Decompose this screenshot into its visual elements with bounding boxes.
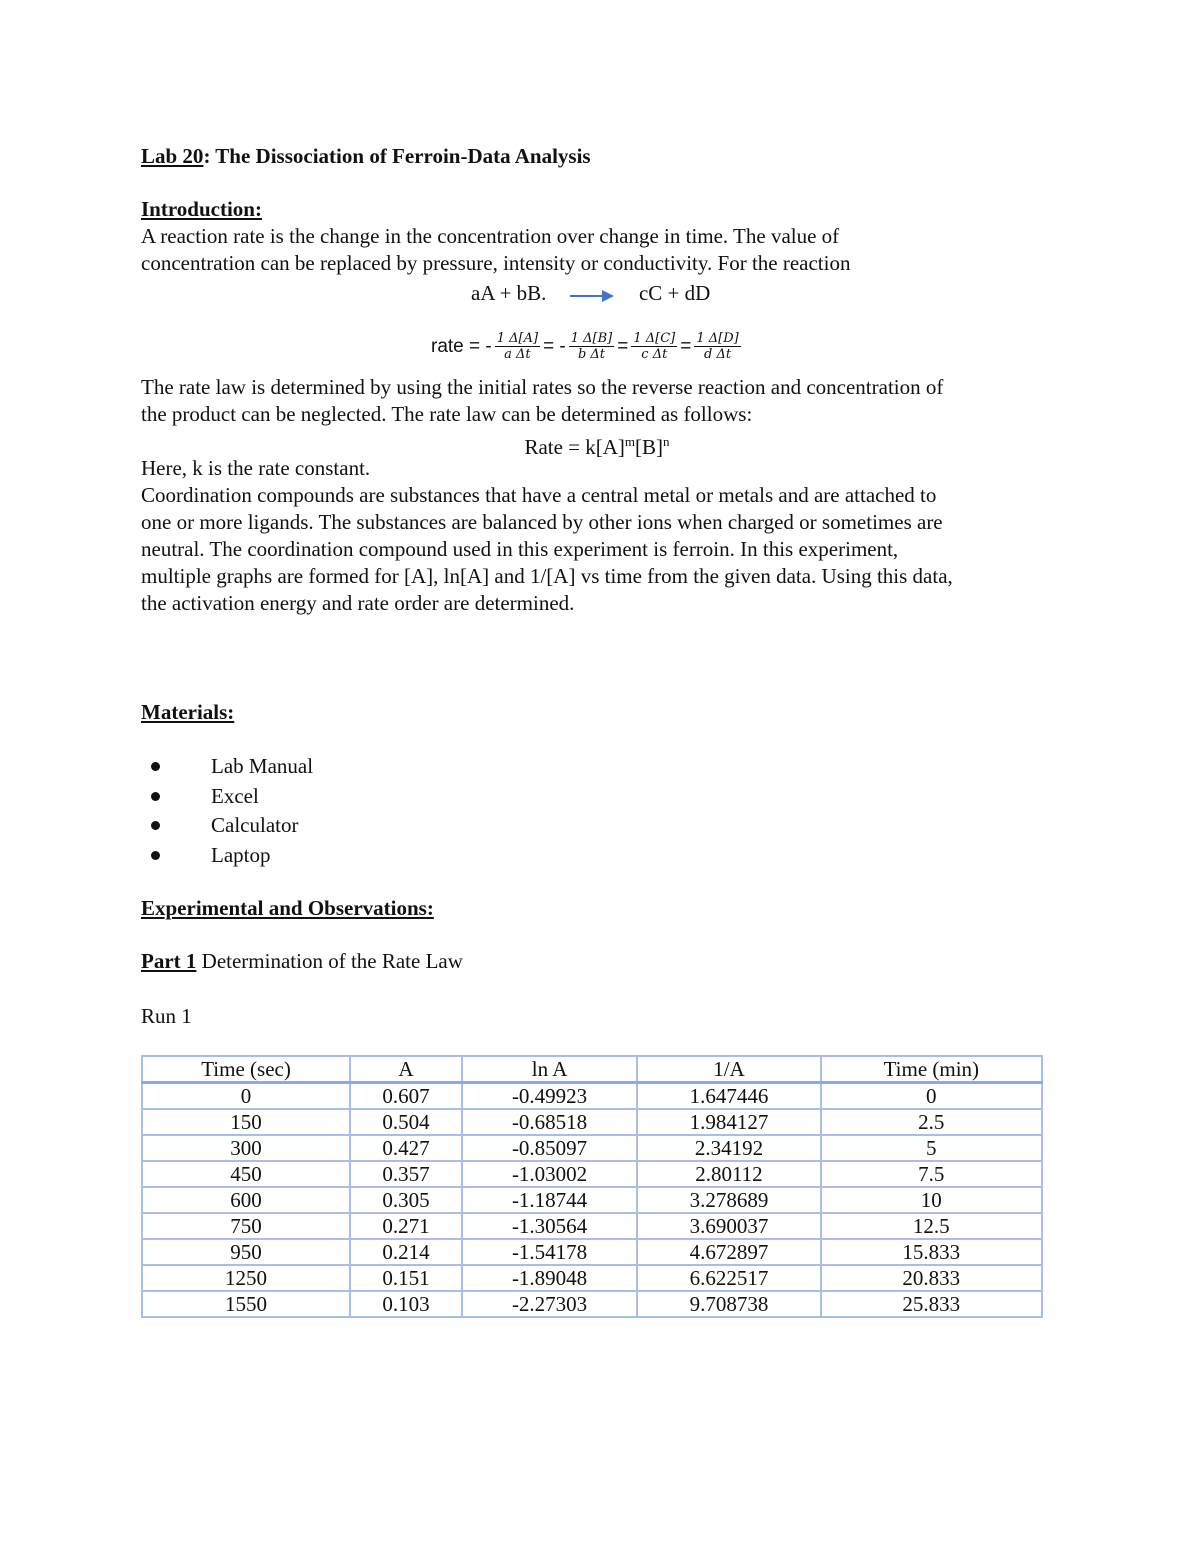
table-row <box>142 1265 1042 1291</box>
table-cell: -0.68518 <box>462 1109 637 1135</box>
table-cell: 4.672897 <box>637 1239 820 1265</box>
part-1-line <box>141 948 1061 975</box>
table-cell: 0 <box>821 1083 1042 1110</box>
experimental-heading: Experimental and Observations: <box>141 896 434 920</box>
fraction-c: $\frac{1 \Delta[C]}{\text{c Δt}}$ <box>633 331 676 362</box>
table-row <box>142 1187 1042 1213</box>
table-row <box>142 1135 1042 1161</box>
table-cell: 1250 <box>142 1265 350 1291</box>
materials-list <box>141 753 313 871</box>
table-cell: 950 <box>142 1239 350 1265</box>
rate-equation: rate = - $\frac{1 \Delta[A]}{\text{a Δt}}$ = - $\frac{1 \Delta[B]}{\text{b Δt}}$ = $\frac{1 \Delta[C]}{\text{c Δt}}$ = $\frac{1 \Delta[D]}{\text{d Δt}}$ <box>431 331 739 362</box>
lab-number: Lab 20 <box>141 144 204 168</box>
table-cell: 20.833 <box>821 1265 1042 1291</box>
table-row <box>142 1291 1042 1317</box>
intro-line-2: concentration can be replaced by pressure, intensity or conductivity. For the reaction <box>141 251 851 275</box>
table-header-row <box>142 1056 1042 1083</box>
table-cell: 6.622517 <box>637 1265 820 1291</box>
fraction-d: $\frac{1 \Delta[D]}{\text{d Δt}}$ <box>696 331 739 362</box>
part-title: Determination of the Rate Law <box>196 949 463 973</box>
intro-line-8: neutral. The coordination compound used in this experiment is ferroin. In this experiment, <box>141 537 899 561</box>
intro-line-7: one or more ligands. The substances are balanced by other ions when charged or sometimes are <box>141 510 943 534</box>
right-arrow-icon <box>570 282 614 309</box>
fraction-a: $\frac{1 \Delta[A]}{\text{a Δt}}$ <box>496 331 539 362</box>
intro-line-1: A reaction rate is the change in the concentration over change in time. The value of <box>141 224 840 248</box>
table-cell: 5 <box>821 1135 1042 1161</box>
intro-line-3: The rate law is determined by using the initial rates so the reverse reaction and concentration of <box>141 375 944 399</box>
table-cell: 12.5 <box>821 1213 1042 1239</box>
table-cell: 1550 <box>142 1291 350 1317</box>
page-title <box>141 143 591 170</box>
table-cell: 3.690037 <box>637 1213 820 1239</box>
table-cell: -1.03002 <box>462 1161 637 1187</box>
header-a: A <box>350 1056 462 1083</box>
table-cell: 0.504 <box>350 1109 462 1135</box>
materials-heading: Materials: <box>141 700 235 724</box>
table-row <box>142 1161 1042 1187</box>
table-cell: -2.27303 <box>462 1291 637 1317</box>
table-cell: 15.833 <box>821 1239 1042 1265</box>
table-cell: -0.85097 <box>462 1135 637 1161</box>
introduction-heading: Introduction: <box>141 197 262 221</box>
table-cell: 7.5 <box>821 1161 1042 1187</box>
header-inverse-a: 1/A <box>637 1056 820 1083</box>
table-cell: 0.427 <box>350 1135 462 1161</box>
table-cell: 0.103 <box>350 1291 462 1317</box>
list-item: Excel <box>141 783 313 813</box>
table-cell: 10 <box>821 1187 1042 1213</box>
table-cell: 600 <box>142 1187 350 1213</box>
header-ln-a: ln A <box>462 1056 637 1083</box>
intro-line-10: the activation energy and rate order are determined. <box>141 591 575 615</box>
table-cell: 0.357 <box>350 1161 462 1187</box>
table-cell: 1.647446 <box>637 1083 820 1110</box>
table-cell: 9.708738 <box>637 1291 820 1317</box>
table-cell: 3.278689 <box>637 1187 820 1213</box>
rate-law: Rate = $k[A]^m[B]^n$ <box>524 434 670 459</box>
table-cell: 2.5 <box>821 1109 1042 1135</box>
intro-line-4: the product can be neglected. The rate law can be determined as follows: <box>141 402 753 426</box>
part-label: Part 1 <box>141 949 197 973</box>
table-cell: -1.18744 <box>462 1187 637 1213</box>
table-cell: -1.89048 <box>462 1265 637 1291</box>
table-cell: -1.54178 <box>462 1239 637 1265</box>
table-row <box>142 1109 1042 1135</box>
list-item: Calculator <box>141 812 313 842</box>
run-label: Run 1 <box>141 1004 192 1028</box>
intro-line-9: multiple graphs are formed for [A], ln[A] and 1/[A] vs time from the given data. Using this data, <box>141 564 953 588</box>
table-cell: 1.984127 <box>637 1109 820 1135</box>
table-cell: 25.833 <box>821 1291 1042 1317</box>
list-item: Lab Manual <box>141 753 313 783</box>
list-item: Laptop <box>141 842 313 872</box>
table-row <box>142 1239 1042 1265</box>
title-text: : The Dissociation of Ferroin-Data Analysis <box>203 144 591 168</box>
table-cell: 0.214 <box>350 1239 462 1265</box>
reactants: aA + bB. <box>471 281 547 305</box>
table-cell: -1.30564 <box>462 1213 637 1239</box>
fraction-b: $\frac{1 \Delta[B]}{\text{b Δt}}$ <box>570 331 613 362</box>
table-cell: 0.271 <box>350 1213 462 1239</box>
intro-line-5: Here, k is the rate constant. <box>141 456 371 480</box>
table-cell: 300 <box>142 1135 350 1161</box>
header-time-min: Time (min) <box>821 1056 1042 1083</box>
table-cell: 0 <box>142 1083 350 1110</box>
rate-label: rate = - <box>431 336 492 357</box>
table-cell: 150 <box>142 1109 350 1135</box>
table-body <box>142 1083 1042 1318</box>
table-cell: 0.607 <box>350 1083 462 1110</box>
intro-line-6: Coordination compounds are substances that have a central metal or metals and are attached to <box>141 483 937 507</box>
table-row <box>142 1083 1042 1110</box>
table-cell: 450 <box>142 1161 350 1187</box>
reaction-equation <box>471 280 710 309</box>
table-row <box>142 1213 1042 1239</box>
header-time-sec: Time (sec) <box>142 1056 350 1083</box>
table-cell: -0.49923 <box>462 1083 637 1110</box>
table-cell: 0.151 <box>350 1265 462 1291</box>
products: cC + dD <box>638 281 711 305</box>
run-1-table <box>141 1055 1043 1318</box>
table-cell: 2.34192 <box>637 1135 820 1161</box>
table-cell: 0.305 <box>350 1187 462 1213</box>
table-cell: 2.80112 <box>637 1161 820 1187</box>
table-cell: 750 <box>142 1213 350 1239</box>
